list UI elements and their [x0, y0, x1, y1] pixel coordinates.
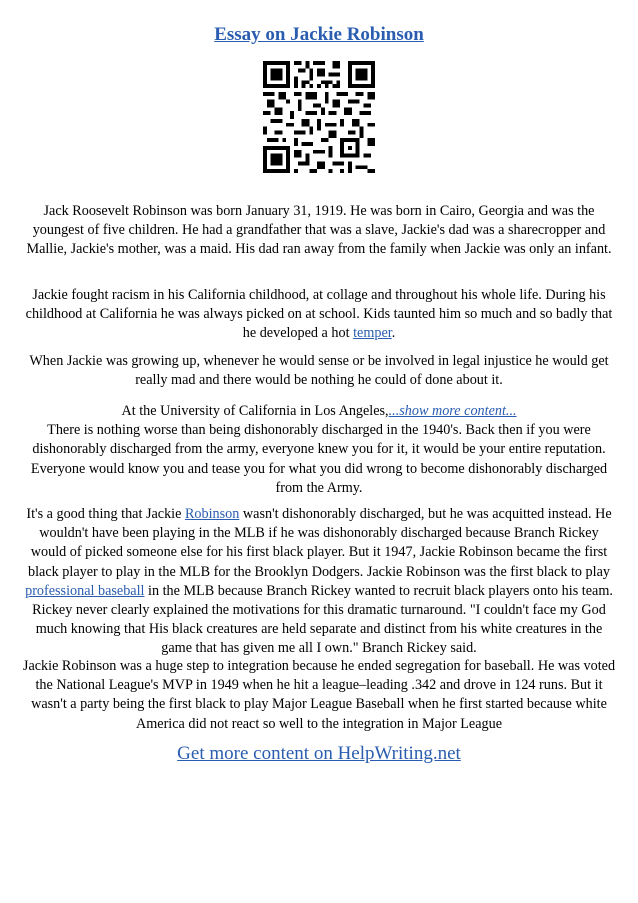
qr-code-icon [263, 61, 375, 173]
temper-link[interactable]: temper [353, 325, 392, 342]
paragraph-integration: Jackie Robinson was a huge step to integration because he ended segregation for baseball. He was voted the National League's MVP in 1949 when he hit a league–leading .342 and drove in 124 runs. But it wasn't a party being the first black to play Major League Baseball when he first started because white America did not react so well to the integration in Major League [22, 658, 616, 732]
professional-baseball-link[interactable]: professional baseball [25, 582, 145, 599]
robinson-link[interactable]: Robinson [184, 506, 240, 522]
paragraph-mlb-text-3: in the MLB because Branch Rickey wanted to recruit black players onto his team. Rickey never clearly explained the motivations for this dramatic turnaround. "I couldn't face my God much knowing that His black creatures are held separate and distinct from his white creatures in the game that has given me all I own." Branch Rickey said. [32, 582, 613, 657]
paragraph-racism-text: Jackie fought racism in his California childhood, at collage and throughout his whole life. During his childhood at California he was always picked on at school. Kids taunted him so much and so badly that he developed a hot [25, 287, 613, 342]
show-more-link[interactable]: ...show more content... [388, 403, 517, 419]
paragraph-injustice: When Jackie was growing up, whenever he would sense or be involved in legal injustice he would get really mad and there would be nothing he could of done about it. [29, 353, 609, 389]
paragraph-mlb-text-2: wasn't dishonorably discharged, but he was acquitted instead. He wouldn't have been playing in the MLB if he was dishonorably discharged because Branch Rickey would of picked someone else for his first black player. But it 1947, Jackie Robinson became the first black player to play in the MLB for the Brooklyn Dodgers. Jackie Robinson was the first black to play [28, 506, 612, 580]
paragraph-mlb [20, 505, 618, 659]
paragraph-mlb-text-1: It's a good thing that Jackie [26, 506, 185, 522]
paragraph-university-text: At the University of California in Los Angeles, [121, 403, 389, 419]
paragraph-birth: Jack Roosevelt Robinson was born January 31, 1919. He was born in Cairo, Georgia and was the youngest of five children. He had a grandfather that was a slave, Jackie's dad was a sharecropper and Mallie, Jackie's mother, was a maid. His dad ran away from the family when Jackie was only an infant. [26, 203, 612, 258]
cta-container [0, 742, 638, 766]
get-more-content-link[interactable]: Get more content on HelpWriting.net [177, 743, 461, 764]
paragraph-discharge-text: There is nothing worse than being dishonorably discharged in the 1940's. Back then if you were dishonorably discharged from the army, everyone knew you for it, it would be your entire reputation. Everyone would know you and tease you for what you did wrong to become dishonorably discharged from the Army. [30, 422, 608, 496]
paragraph-racism [20, 286, 618, 344]
paragraph-racism-end: . [391, 325, 396, 342]
title-link[interactable]: Essay on Jackie Robinson [214, 24, 424, 45]
page-title [0, 24, 638, 46]
paragraph-university [20, 402, 618, 498]
